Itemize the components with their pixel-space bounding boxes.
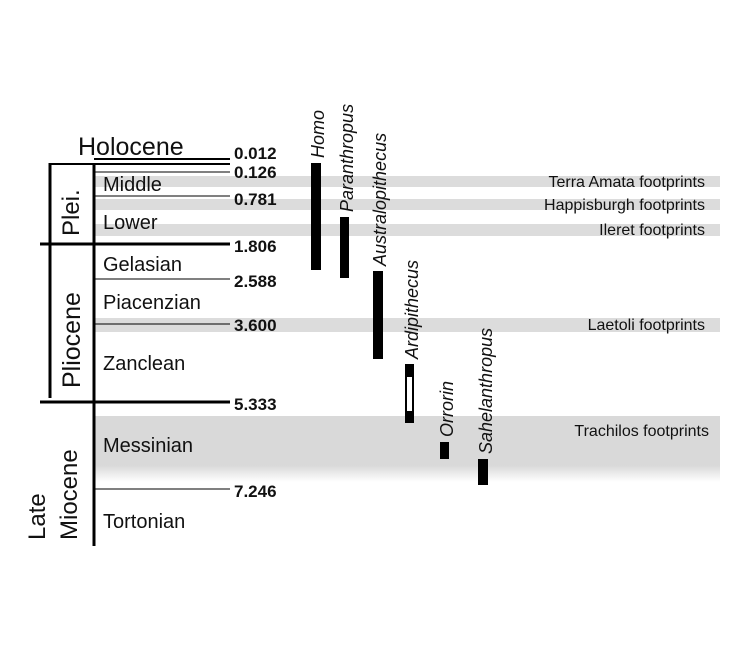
orrorin-label: Orrorin — [437, 380, 457, 437]
happisburgh-footprints-label: Happisburgh footprints — [544, 197, 705, 214]
gelasian-stage-label: Gelasian — [103, 254, 182, 276]
trachilos-footprints-label: Trachilos footprints — [574, 423, 709, 440]
middle-stage-label: Middle — [103, 174, 162, 196]
lower-stage-label: Lower — [103, 212, 158, 234]
boundary-label: 2.588 — [234, 272, 277, 291]
holocene-label: Holocene — [78, 133, 184, 161]
boundary-label: 1.806 — [234, 237, 277, 256]
orrorin-range-bar — [440, 442, 449, 459]
messinian-stage-label: Messinian — [103, 435, 194, 457]
miocene-label: Miocene — [56, 449, 83, 540]
boundary-label: 0.126 — [234, 163, 277, 182]
pliocene-label: Pliocene — [58, 292, 86, 388]
zanclean-stage-label: Zanclean — [103, 353, 186, 375]
australopithecus-label: Australopithecus — [370, 132, 390, 266]
australopithecus-range-bar — [373, 271, 383, 359]
laetoli-footprints-label: Laetoli footprints — [587, 317, 705, 334]
sahelanthropus-label: Sahelanthropus — [476, 327, 496, 454]
tortonian-stage-label: Tortonian — [103, 511, 186, 533]
ardipithecus-gap — [407, 377, 412, 411]
late-label: Late — [24, 493, 51, 540]
terra-amata-footprints-label: Terra Amata footprints — [548, 174, 705, 191]
paranthropus-range-bar — [340, 217, 349, 278]
boundary-label: 0.781 — [234, 190, 277, 209]
homo-range-bar — [311, 163, 321, 270]
boundary-label: 7.246 — [234, 482, 277, 501]
ileret-footprints-label: Ileret footprints — [599, 222, 705, 239]
piacenzian-stage-label: Piacenzian — [103, 292, 201, 314]
pleistocene-label: Plei. — [58, 189, 85, 236]
homo-label: Homo — [308, 109, 328, 158]
ardipithecus-label: Ardipithecus — [402, 259, 422, 359]
paranthropus-label: Paranthropus — [337, 103, 357, 212]
boundary-label: 5.333 — [234, 395, 277, 414]
sahelanthropus-range-bar — [478, 459, 488, 485]
boundary-label: 0.012 — [234, 144, 277, 163]
boundary-label: 3.600 — [234, 316, 277, 335]
